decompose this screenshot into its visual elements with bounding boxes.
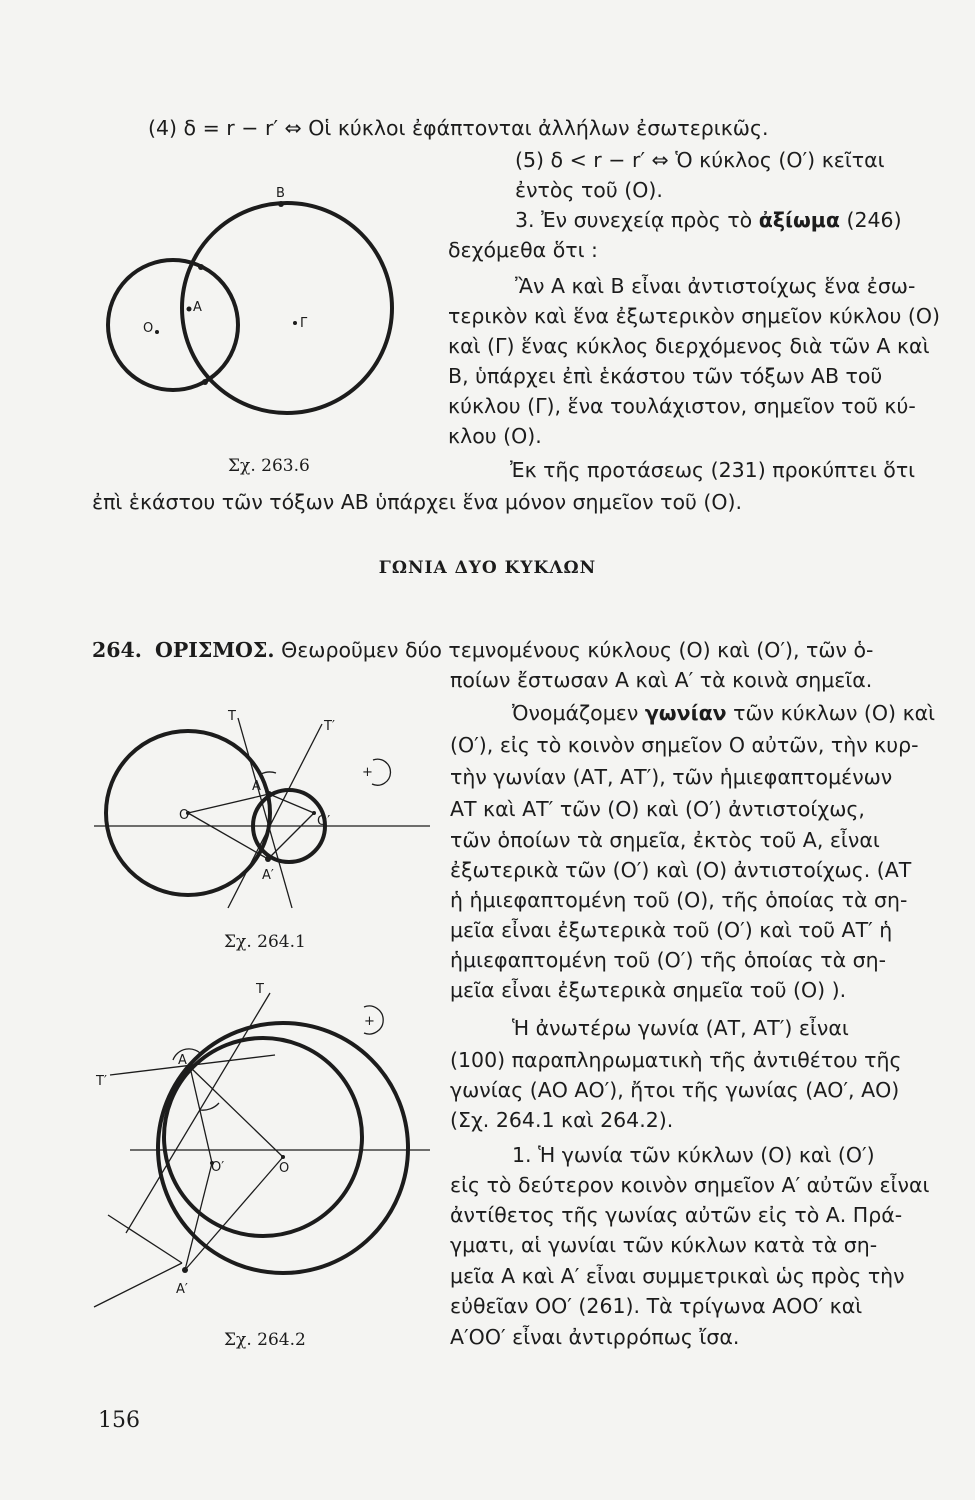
radius-a-o <box>190 1067 283 1157</box>
intersection-point <box>202 379 208 385</box>
definition-line-11: ἡμιεφαπτομένη τοῦ (Ο′) τῆς ὁποίας τὰ ση- <box>450 948 887 972</box>
definition-line-23: Α′ΟΟ′ εἶναι ἀντιρρόπως ἴσα. <box>450 1325 740 1349</box>
definition-line-16: (Σχ. 264.1 καὶ 264.2). <box>450 1108 674 1132</box>
definition-line-3 <box>512 701 935 725</box>
axiom-line-1 <box>515 208 902 232</box>
definition-line-14: (100) παραπληρωματικὴ τῆς ἀντιθέτου τῆς <box>450 1048 902 1072</box>
axiom-line-3: Ἂν Α καὶ Β εἶναι ἀντιστοίχως ἕνα ἐσω- <box>515 274 916 298</box>
text-line-intro-5b: ἐντὸς τοῦ (Ο). <box>515 178 663 202</box>
definition-line-5: τὴν γωνίαν (ΑΤ, ΑΤ′), τῶν ἡμιεφαπτομένων <box>450 765 893 789</box>
point-b <box>278 201 284 207</box>
point-a-prime <box>265 856 271 862</box>
definition-line-12: μεῖα εἶναι ἐξωτερικὰ σημεῖα τοῦ (Ο) ). <box>450 978 847 1002</box>
definition-line-13: Ἡ ἀνωτέρω γωνία (ΑΤ, ΑΤ′) εἶναι <box>512 1016 849 1040</box>
definition-line-2: ποίων ἔστωσαν Α καὶ Α′ τὰ κοινὰ σημεῖα. <box>450 668 873 692</box>
definition-line-21: μεῖα Α καὶ Α′ εἶναι συμμετρικαὶ ὡς πρὸς τὴν <box>450 1264 905 1288</box>
label-b: Β <box>276 186 285 201</box>
lower-line <box>108 1215 182 1263</box>
definition-line-7: τῶν ὁποίων τὰ σημεῖα, ἐκτὸς τοῦ Α, εἶναι <box>450 828 880 852</box>
center-o-prime <box>312 811 316 815</box>
intersection-point <box>198 264 204 270</box>
label-o-prime: Ο′ <box>317 814 331 829</box>
text-line-intro-4: (4) δ = r − r′ ⇔ Οἱ κύκλοι ἐφάπτονται ἀλλήλων ἐσωτερικῶς. <box>148 116 769 140</box>
definition-term: γωνίαν <box>644 701 727 725</box>
label-t-prime: Τ′ <box>324 719 335 734</box>
caption-264-1: Σχ. 264.1 <box>224 932 306 952</box>
lower-line <box>94 1263 182 1307</box>
definition-line-15: γωνίας (ΑΟ ΑΟ′), ἤτοι τῆς γωνίας (ΑΟ′, ΑΟ) <box>450 1078 900 1102</box>
radius-o-prime-a-prime <box>268 813 314 859</box>
section-title: ΓΩΝΙΑ ΔΥΟ ΚΥΚΛΩΝ <box>378 558 597 578</box>
axiom-line-8: κλου (Ο). <box>448 424 542 448</box>
text-line-intro-5: (5) δ < r − r′ ⇔ Ὁ κύκλος (Ο′) κεῖται <box>515 148 885 172</box>
definition-heading: ΟΡΙΣΜΟΣ. <box>154 638 275 662</box>
definition-text: τῶν κύκλων (Ο) καὶ <box>733 701 936 725</box>
definition-line-17: 1. Ἡ γωνία τῶν κύκλων (Ο) καὶ (Ο′) <box>512 1143 875 1167</box>
axiom-text: 3. Ἐν συνεχείᾳ πρὸς τὸ <box>515 208 753 232</box>
axiom-line-10: ἐπὶ ἑκάστου τῶν τόξων ΑΒ ὑπάρχει ἕνα μόνον σημεῖον τοῦ (Ο). <box>92 490 743 514</box>
definition-line-18: εἰς τὸ δεύτερον κοινὸν σημεῖον Α′ αὐτῶν εἶναι <box>450 1173 930 1197</box>
label-t: Τ <box>256 982 264 997</box>
label-o: Ο <box>279 1161 290 1176</box>
definition-number: 264. <box>92 638 142 662</box>
label-gamma: Γ <box>300 316 308 331</box>
definition-text: Ὀνομάζομεν <box>512 701 639 725</box>
point-a <box>187 307 192 312</box>
orientation-arc <box>372 759 390 785</box>
label-o: Ο <box>143 321 154 336</box>
definition-line-9: ἡ ἡμιεφαπτομένη τοῦ (Ο), τῆς ὁποίας τὰ ση- <box>450 888 908 912</box>
axiom-line-4: τερικὸν καὶ ἕνα ἐξωτερικὸν σημεῖον κύκλου (Ο) <box>448 304 940 328</box>
definition-line-6: ΑΤ καὶ ΑΤ′ τῶν (Ο) καὶ (Ο′) ἀντιστοίχως, <box>450 797 865 821</box>
figure-263-6 <box>95 180 425 480</box>
definition-line-4: (Ο′), εἰς τὸ κοινὸν σημεῖον Ο αὐτῶν, τὴν κυρ- <box>450 733 919 757</box>
label-a: Α <box>252 779 261 794</box>
axiom-line-5: καὶ (Γ) ἕνας κύκλος διερχόμενος διὰ τῶν Α καὶ <box>448 334 930 358</box>
page-number: 156 <box>98 1408 140 1433</box>
label-o-prime: Ο′ <box>211 1160 225 1175</box>
orientation-sign: + <box>364 1014 375 1029</box>
figure-264-1 <box>90 700 435 940</box>
label-t-prime: Τ′ <box>96 1074 107 1089</box>
radius-a-o-prime <box>190 1067 212 1163</box>
caption-264-2: Σχ. 264.2 <box>224 1330 306 1350</box>
definition-line-19: ἀντίθετος τῆς γωνίας αὐτῶν εἰς τὸ Α. Πρά- <box>450 1203 903 1227</box>
label-a: Α <box>193 300 202 315</box>
axiom-line-9: Ἐκ τῆς προτάσεως (231) προκύπτει ὅτι <box>510 458 916 482</box>
definition-line-8: ἐξωτερικὰ τῶν (Ο′) καὶ (Ο) ἀντιστοίχως. (ΑΤ <box>450 858 912 882</box>
caption-263-6: Σχ. 263.6 <box>228 456 310 476</box>
label-a-prime: Α′ <box>262 868 274 883</box>
center-o <box>155 330 159 334</box>
circle-gamma <box>182 203 392 413</box>
orientation-sign: + <box>362 765 373 780</box>
axiom-ref: (246) <box>846 208 902 232</box>
circle-o <box>108 260 238 390</box>
axiom-term: ἀξίωμα <box>758 208 840 232</box>
label-t: Τ <box>228 709 236 724</box>
definition-line-22: εὐθεῖαν ΟΟ′ (261). Τὰ τρίγωνα ΑΟΟ′ καὶ <box>450 1294 863 1318</box>
label-o: Ο <box>179 808 190 823</box>
center-gamma <box>293 321 297 325</box>
point-a-prime <box>182 1267 188 1273</box>
label-a-prime: Α′ <box>176 1282 188 1297</box>
figure-264-2 <box>90 982 435 1325</box>
tangent-line-t-prime <box>110 1055 275 1075</box>
point-a <box>266 791 272 797</box>
definition-text: Θεωροῦμεν δύο τεμνομένους κύκλους (Ο) καὶ (Ο′), τῶν ὁ- <box>281 638 874 662</box>
angle-arc <box>261 772 276 774</box>
axiom-line-7: κύκλου (Γ), ἕνα τουλάχιστον, σημεῖον τοῦ κύ- <box>448 394 916 418</box>
label-a: Α <box>178 1053 187 1068</box>
center-o <box>281 1155 285 1159</box>
axiom-line-6: Β, ὑπάρχει ἐπὶ ἑκάστου τῶν τόξων ΑΒ τοῦ <box>448 364 883 388</box>
axiom-line-2: δεχόμεθα ὅτι : <box>448 238 598 262</box>
definition-line-20: γματι, αἱ γωνίαι τῶν κύκλων κατὰ τὰ ση- <box>450 1233 878 1257</box>
definition-line-10: μεῖα εἶναι ἐξωτερικὰ τοῦ (Ο′) καὶ τοῦ ΑΤ′ ἡ <box>450 918 893 942</box>
definition-line-1 <box>92 638 873 662</box>
point-a <box>187 1064 193 1070</box>
